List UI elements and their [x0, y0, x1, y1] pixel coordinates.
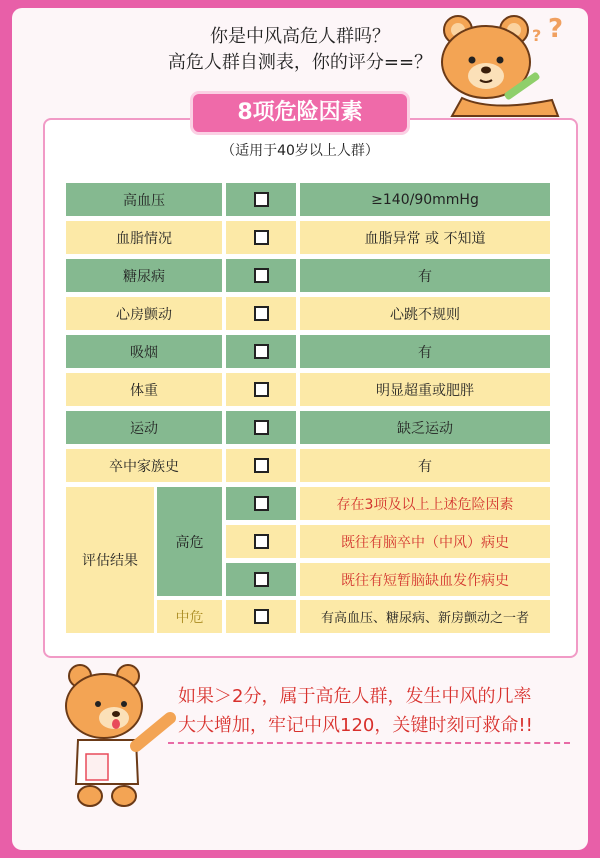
checkbox[interactable]: [254, 534, 269, 549]
high-risk-criterion: 既往有短暂脑缺血发作病史: [300, 563, 550, 596]
factor-name: 心房颤动: [66, 297, 222, 330]
checkbox[interactable]: [254, 344, 269, 359]
factor-name: 体重: [66, 373, 222, 406]
checkbox[interactable]: [254, 268, 269, 283]
factor-name: 高血压: [66, 183, 222, 216]
checkbox[interactable]: [254, 382, 269, 397]
checkbox[interactable]: [254, 458, 269, 473]
title-line-2: 高危人群自测表，你的评分==？: [167, 52, 433, 73]
factor-name: 血脂情况: [66, 221, 222, 254]
risk-factor-badge: 8项危险因素: [193, 94, 407, 132]
checkbox[interactable]: [254, 420, 269, 435]
pointing-bear-illustration: [58, 662, 176, 812]
factor-name: 吸烟: [66, 335, 222, 368]
factor-criterion: ≥140/90mmHg: [300, 183, 550, 216]
high-risk-criterion: 存在3项及以上上述危险因素: [300, 487, 550, 520]
high-risk-criterion: 既往有脑卒中（中风）病史: [300, 525, 550, 558]
factor-checkbox-cell[interactable]: [226, 297, 296, 330]
factor-checkbox-cell[interactable]: [226, 411, 296, 444]
factor-checkbox-cell[interactable]: [226, 221, 296, 254]
factor-name: 糖尿病: [66, 259, 222, 292]
factor-criterion: 有: [300, 259, 550, 292]
medium-risk-checkbox-cell[interactable]: [226, 600, 296, 633]
subtitle: （适用于40岁以上人群）: [221, 143, 379, 159]
checkbox[interactable]: [254, 496, 269, 511]
high-risk-checkbox-cell[interactable]: [226, 525, 296, 558]
checkbox[interactable]: [254, 572, 269, 587]
checkbox[interactable]: [254, 306, 269, 321]
dashed-divider: [168, 742, 570, 744]
medium-risk-label: 中危: [157, 600, 222, 633]
footer-line-1: 如果＞2分，属于高危人群，发生中风的几率: [178, 686, 532, 707]
high-risk-label: 高危: [157, 487, 222, 596]
evaluation-label: 评估结果: [66, 487, 154, 633]
checkbox[interactable]: [254, 230, 269, 245]
factor-criterion: 心跳不规则: [300, 297, 550, 330]
factor-checkbox-cell[interactable]: [226, 183, 296, 216]
factor-checkbox-cell[interactable]: [226, 373, 296, 406]
factor-checkbox-cell[interactable]: [226, 449, 296, 482]
factor-criterion: 血脂异常 或 不知道: [300, 221, 550, 254]
question-mark-small: ?: [532, 26, 542, 45]
factor-name: 运动: [66, 411, 222, 444]
factor-checkbox-cell[interactable]: [226, 335, 296, 368]
factor-criterion: 有: [300, 449, 550, 482]
high-risk-checkbox-cell[interactable]: [226, 487, 296, 520]
high-risk-checkbox-cell[interactable]: [226, 563, 296, 596]
factor-checkbox-cell[interactable]: [226, 259, 296, 292]
checkbox[interactable]: [254, 609, 269, 624]
factor-criterion: 有: [300, 335, 550, 368]
title-line-1: 你是中风高危人群吗？: [210, 26, 390, 47]
factor-name: 卒中家族史: [66, 449, 222, 482]
question-mark-large: ?: [548, 14, 564, 44]
footer-line-2: 大大增加，牢记中风120，关键时刻可救命!!: [178, 715, 533, 736]
medium-risk-criterion: 有高血压、糖尿病、新房颤动之一者: [300, 600, 550, 633]
factor-criterion: 明显超重或肥胖: [300, 373, 550, 406]
checkbox[interactable]: [254, 192, 269, 207]
factor-criterion: 缺乏运动: [300, 411, 550, 444]
